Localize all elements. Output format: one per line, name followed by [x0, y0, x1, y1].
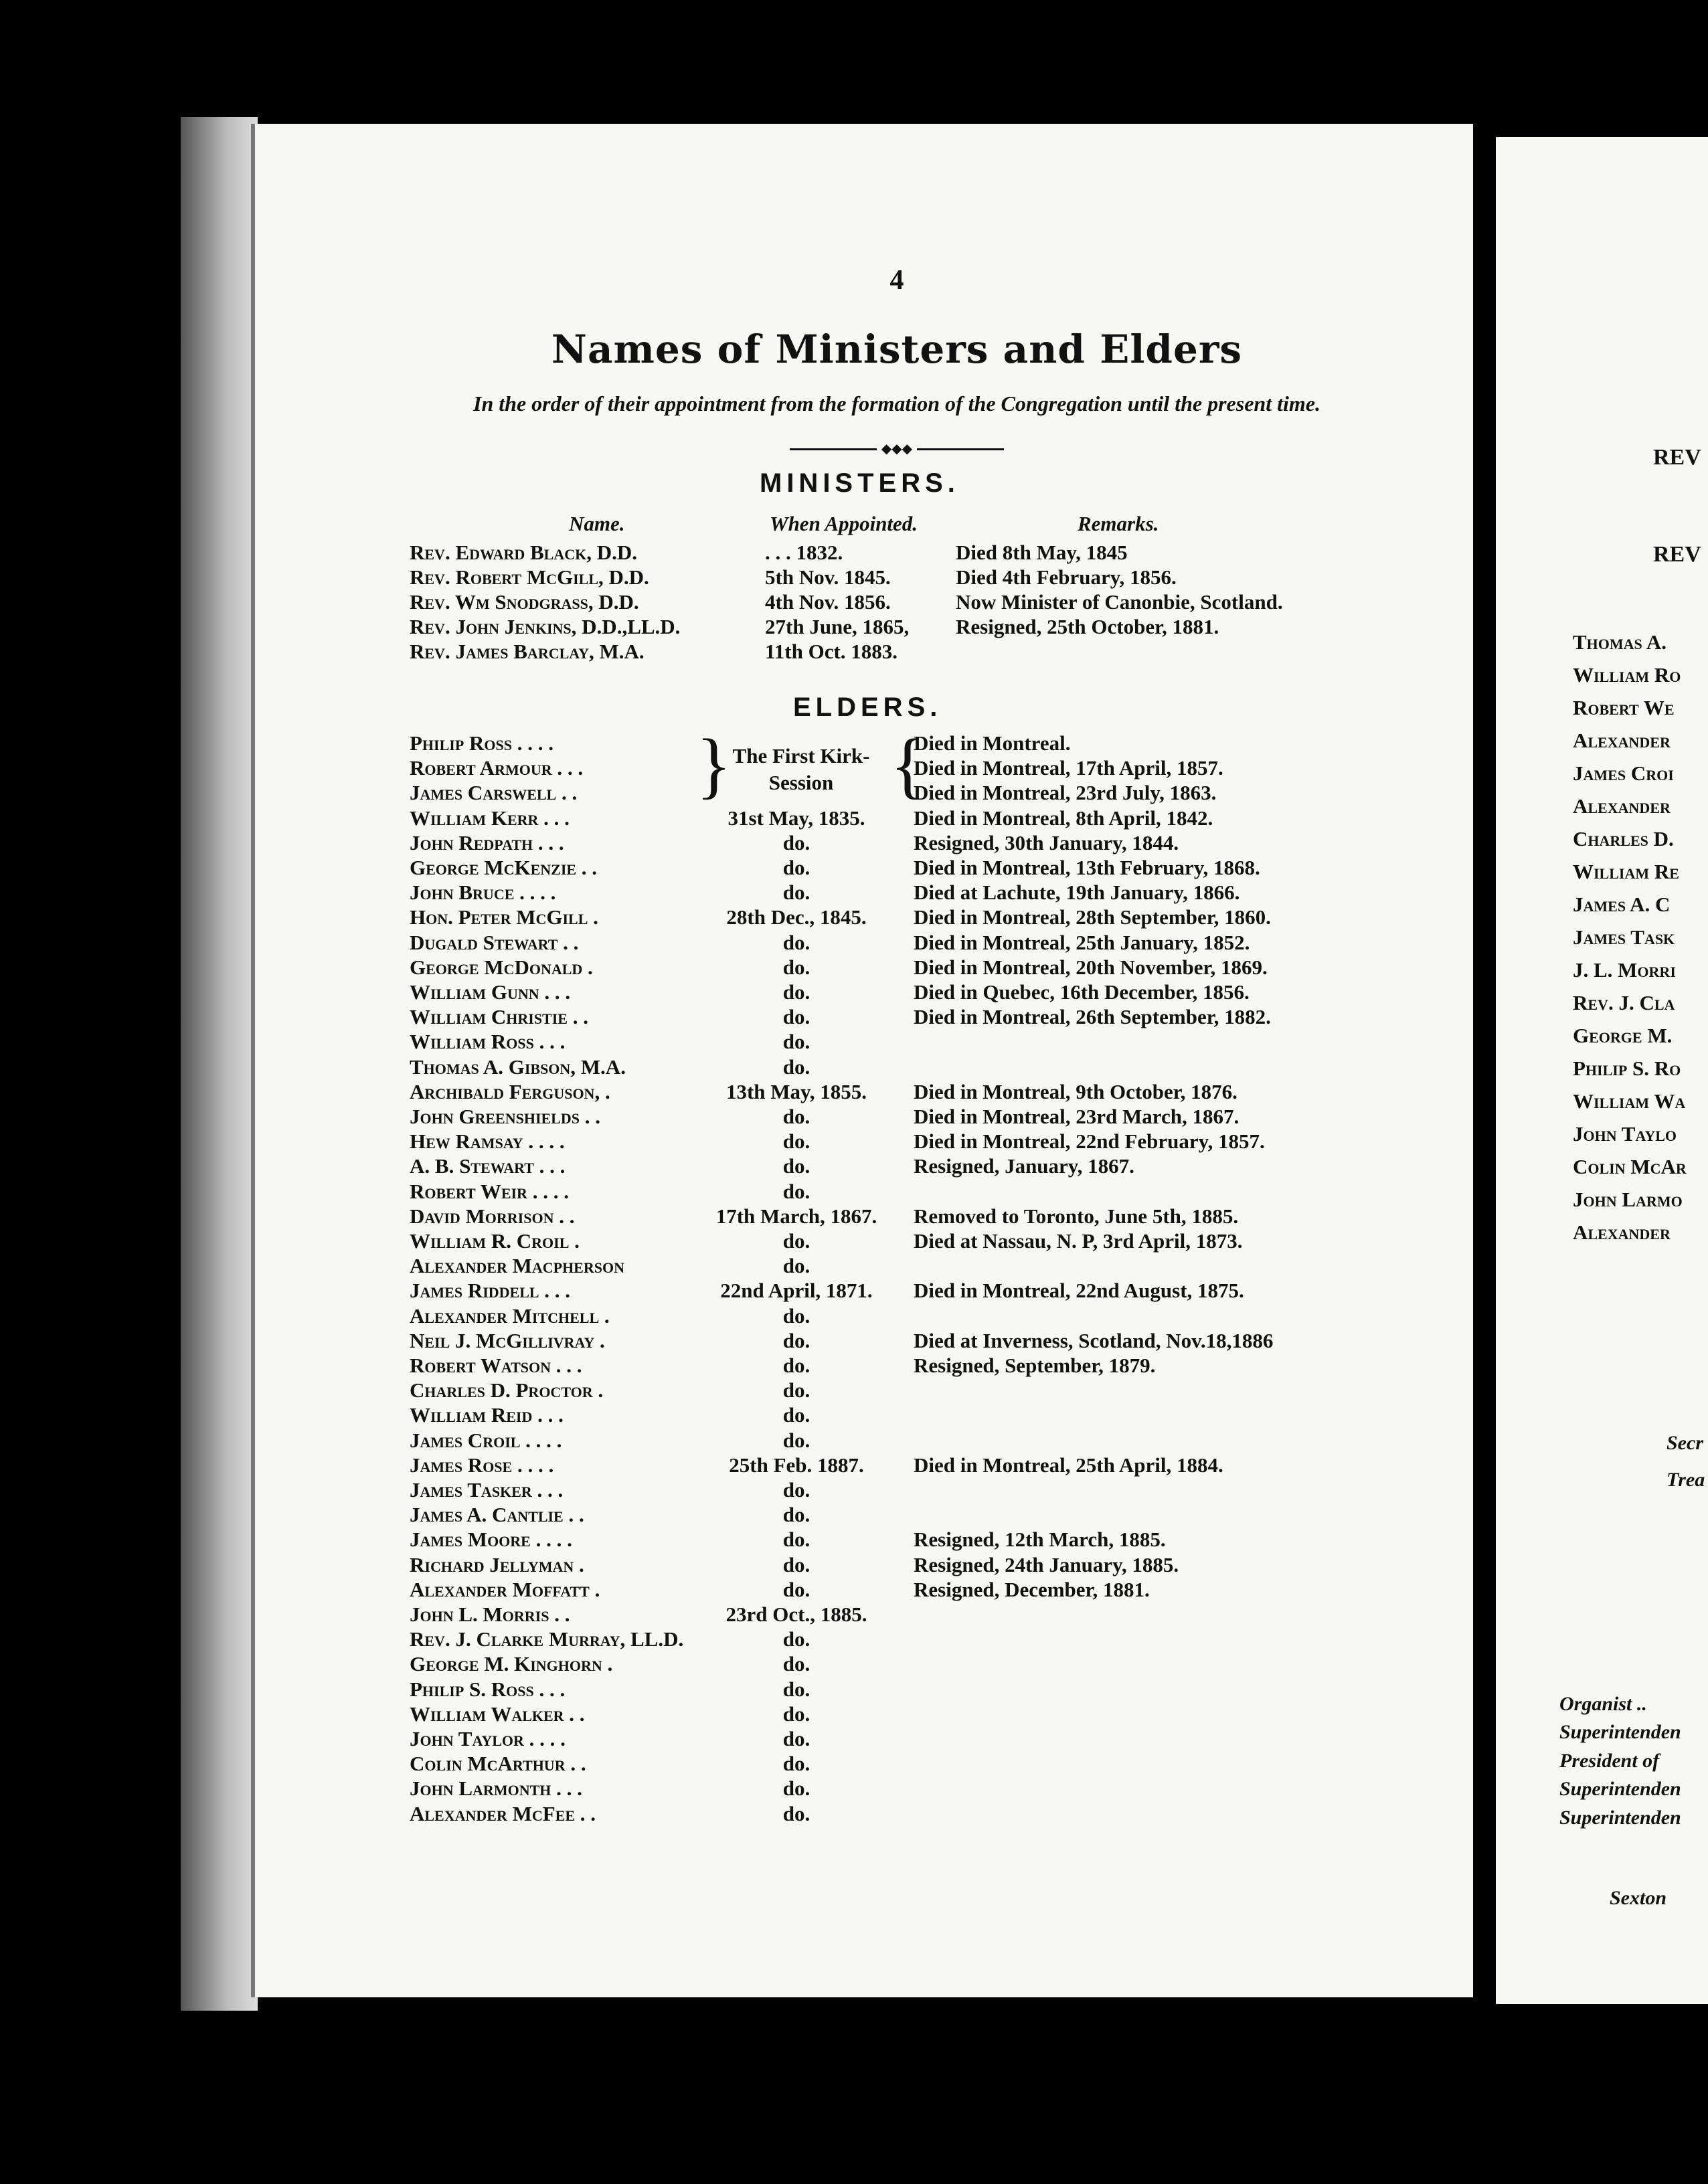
elder-row — [0, 1129, 1708, 1155]
elder-appointment-date: do. — [782, 1154, 810, 1178]
facing-name-entry: Robert We — [1573, 696, 1675, 719]
elder-appointment-date: 13th May, 1855. — [725, 1079, 867, 1103]
elder-name: Thomas A. Gibson, M.A. — [410, 1055, 626, 1079]
elder-appointment-date: do. — [782, 955, 810, 979]
elder-name: Alexander Moffatt . — [410, 1577, 600, 1601]
page-number: 4 — [889, 265, 904, 296]
facing-name-entry: Alexander — [1573, 729, 1671, 752]
elder-remarks: Resigned, 12th March, 1885. — [914, 1528, 1166, 1552]
ministers-heading: MINISTERS. — [760, 468, 960, 498]
elder-name: James Croil . . . . — [410, 1428, 562, 1452]
elder-appointment-date: do. — [782, 1752, 810, 1776]
elder-row — [0, 1180, 1708, 1205]
elder-appointment-date: do. — [782, 1403, 810, 1427]
elder-row — [0, 1403, 1708, 1429]
elder-row — [0, 1553, 1708, 1578]
elder-appointment-date: do. — [782, 1030, 810, 1054]
elder-name: William Gunn . . . — [410, 980, 571, 1004]
facing-office-label: Superintenden — [1559, 1721, 1681, 1743]
elder-name: John Larmonth . . . — [410, 1777, 582, 1801]
facing-rev-heading: REV — [1653, 542, 1701, 567]
elder-appointment-date: do. — [782, 1727, 810, 1750]
elder-name: James Carswell . . — [410, 781, 578, 805]
elder-name: James A. Cantlie . . — [410, 1503, 584, 1527]
elder-appointment-date: do. — [782, 856, 810, 879]
elder-row — [0, 1154, 1708, 1180]
elder-appointment-date: do. — [782, 1627, 810, 1651]
facing-rev-heading: REV — [1653, 445, 1701, 470]
elder-appointment-date: do. — [782, 1005, 810, 1029]
elder-name: William R. Croil . — [410, 1229, 580, 1253]
elder-appointment-date: do. — [782, 930, 810, 954]
elder-name: James Tasker . . . — [410, 1478, 564, 1502]
elder-row — [0, 931, 1708, 956]
elder-appointment-date: do. — [782, 1428, 810, 1452]
appointment-date: . . . 1832. — [765, 541, 843, 564]
elder-remarks: Resigned, September, 1879. — [914, 1354, 1156, 1377]
elder-name: Neil J. McGillivray . — [410, 1328, 605, 1352]
facing-name-entry: Alexander — [1573, 1220, 1671, 1244]
first-kirk-session-label: The First Kirk-Session — [732, 744, 870, 794]
elder-row — [0, 1254, 1708, 1279]
col-date-header: When Appointed. — [770, 512, 918, 535]
elder-row — [0, 1578, 1708, 1603]
elder-name: James Rose . . . . — [410, 1453, 554, 1477]
elder-remarks: Died in Montreal, 22nd February, 1857. — [914, 1129, 1265, 1154]
elder-name: A. B. Stewart . . . — [410, 1154, 566, 1178]
elder-remarks: Died in Montreal, 26th September, 1882. — [914, 1005, 1271, 1029]
elder-appointment-date: do. — [782, 881, 810, 905]
elder-remarks: Died in Quebec, 16th December, 1856. — [914, 980, 1250, 1004]
elder-remarks: Died in Montreal, 17th April, 1857. — [914, 756, 1223, 780]
elder-appointment-date: do. — [782, 1777, 810, 1801]
minister-row — [0, 640, 1708, 665]
col-remarks-header: Remarks. — [1078, 512, 1159, 535]
elder-appointment-date: 31st May, 1835. — [728, 806, 865, 830]
elder-appointment-date: 28th Dec., 1845. — [726, 905, 867, 929]
elder-appointment-date: do. — [782, 1179, 810, 1203]
elder-row — [0, 1378, 1708, 1404]
facing-name-entry: James Croi — [1573, 761, 1674, 785]
elder-row — [0, 1752, 1708, 1777]
elder-appointment-date: do. — [782, 1677, 810, 1701]
elder-name: Hon. Peter McGill . — [410, 905, 598, 929]
elder-name: John Taylor . . . . — [410, 1727, 566, 1750]
elder-name: Richard Jellyman . — [410, 1552, 584, 1576]
elder-name: William Walker . . — [410, 1702, 585, 1726]
minister-row — [0, 590, 1708, 616]
elder-row — [0, 1429, 1708, 1454]
page-subtitle: In the order of their appointment from the formation of the Congregation until the present time. — [473, 391, 1320, 416]
elder-row — [0, 1777, 1708, 1802]
elder-row — [0, 756, 1708, 782]
left-brace: } — [696, 724, 732, 806]
elder-remarks: Died at Nassau, N. P, 3rd April, 1873. — [914, 1229, 1243, 1253]
elder-remarks: Died in Montreal, 8th April, 1842. — [914, 806, 1213, 830]
elder-appointment-date: do. — [782, 1577, 810, 1601]
elder-name: Philip Ross . . . . — [410, 731, 554, 755]
elder-appointment-date: do. — [782, 1528, 810, 1552]
elders-heading: ELDERS. — [793, 693, 942, 722]
facing-name-entry: John Taylo — [1573, 1122, 1677, 1146]
elder-remarks: Died in Montreal. — [914, 731, 1071, 755]
elder-row — [0, 856, 1708, 881]
elder-appointment-date: do. — [782, 1354, 810, 1377]
facing-office-label: Trea — [1667, 1469, 1705, 1491]
elder-row — [0, 1229, 1708, 1255]
col-name-header: Name. — [569, 512, 625, 535]
elder-name: William Christie . . — [410, 1005, 588, 1029]
elder-appointment-date: do. — [782, 1503, 810, 1527]
elder-appointment-date: 22nd April, 1871. — [720, 1279, 873, 1303]
minister-name: Rev. James Barclay, M.A. — [410, 640, 645, 663]
minister-remarks: Died 4th February, 1856. — [956, 565, 1177, 589]
elder-remarks: Resigned, 30th January, 1844. — [914, 830, 1179, 854]
facing-name-entry: William Ro — [1573, 663, 1681, 687]
elder-row — [0, 1802, 1708, 1827]
elder-name: Colin McArthur . . — [410, 1752, 586, 1776]
elder-row — [0, 881, 1708, 906]
elder-row — [0, 1677, 1708, 1703]
elder-appointment-date: do. — [782, 980, 810, 1004]
facing-name-entry: George M. — [1573, 1024, 1673, 1047]
appointment-date: 27th June, 1865, — [765, 615, 910, 638]
elder-remarks: Resigned, 24th January, 1885. — [914, 1552, 1179, 1576]
appointment-date: 11th Oct. 1883. — [765, 640, 898, 663]
elder-name: Dugald Stewart . . — [410, 930, 579, 954]
elder-remarks: Resigned, December, 1881. — [914, 1577, 1150, 1601]
elder-name: Robert Armour . . . — [410, 756, 584, 780]
elder-remarks: Died at Inverness, Scotland, Nov.18,1886 — [914, 1328, 1274, 1352]
right-brace: { — [890, 724, 926, 806]
elder-name: Charles D. Proctor . — [410, 1378, 604, 1402]
facing-name-entry: William Re — [1573, 860, 1679, 883]
elder-name: George McKenzie . . — [410, 856, 598, 879]
elder-row — [0, 1702, 1708, 1728]
elder-appointment-date: do. — [782, 1478, 810, 1502]
elder-name: John L. Morris . . — [410, 1603, 570, 1626]
elder-row — [0, 1080, 1708, 1105]
elder-appointment-date: do. — [782, 1303, 810, 1328]
facing-name-entry: Rev. J. Cla — [1573, 991, 1675, 1014]
minister-remarks: Died 8th May, 1845 — [956, 541, 1128, 564]
facing-name-entry: Thomas A. — [1573, 630, 1667, 654]
facing-name-entry: William Wa — [1573, 1089, 1686, 1113]
elder-appointment-date: do. — [782, 1254, 810, 1278]
minister-name: Rev. Robert McGill, D.D. — [410, 565, 649, 589]
elder-appointment-date: do. — [782, 1105, 810, 1128]
elder-appointment-date: do. — [782, 1552, 810, 1576]
elder-remarks: Removed to Toronto, June 5th, 1885. — [914, 1204, 1239, 1228]
minister-remarks: Resigned, 25th October, 1881. — [956, 615, 1219, 638]
facing-office-label: Secr — [1667, 1432, 1703, 1454]
elder-row — [0, 806, 1708, 832]
minister-row — [0, 541, 1708, 566]
elder-row — [0, 1055, 1708, 1081]
elder-name: William Reid . . . — [410, 1403, 564, 1427]
elder-row — [0, 1204, 1708, 1230]
facing-office-label: Superintenden — [1559, 1807, 1681, 1829]
elder-row — [0, 1005, 1708, 1030]
elder-remarks: Died in Montreal, 28th September, 1860. — [914, 905, 1271, 929]
appointment-date: 5th Nov. 1845. — [765, 565, 891, 589]
elder-row — [0, 1279, 1708, 1304]
facing-name-entry: James A. C — [1573, 893, 1671, 916]
facing-office-label: Organist .. — [1559, 1693, 1647, 1715]
elder-row — [0, 1105, 1708, 1130]
elder-row — [0, 1727, 1708, 1752]
elder-name: Rev. J. Clarke Murray, LL.D. — [410, 1627, 684, 1651]
elder-name: Archibald Ferguson, . — [410, 1079, 610, 1103]
elder-name: James Riddell . . . — [410, 1279, 571, 1303]
minister-name: Rev. John Jenkins, D.D.,LL.D. — [410, 615, 681, 638]
elder-remarks: Died in Montreal, 20th November, 1869. — [914, 955, 1268, 979]
elder-remarks: Resigned, January, 1867. — [914, 1154, 1134, 1178]
elder-name: Robert Watson . . . — [410, 1354, 582, 1377]
elder-row — [0, 1528, 1708, 1553]
minister-remarks: Now Minister of Canonbie, Scotland. — [956, 590, 1283, 614]
elder-row — [0, 1304, 1708, 1330]
elder-row — [0, 781, 1708, 806]
elder-row — [0, 731, 1708, 757]
elder-remarks: Died in Montreal, 13th February, 1868. — [914, 856, 1260, 879]
elder-row — [0, 1603, 1708, 1628]
minister-name: Rev. Wm Snodgrass, D.D. — [410, 590, 639, 614]
elder-name: Philip S. Ross . . . — [410, 1677, 566, 1701]
facing-name-entry: Colin McAr — [1573, 1155, 1687, 1178]
elder-appointment-date: do. — [782, 1055, 810, 1079]
facing-name-entry: Alexander — [1573, 794, 1671, 818]
elder-remarks: Died in Montreal, 25th January, 1852. — [914, 930, 1250, 954]
elder-appointment-date: 25th Feb. 1887. — [729, 1453, 864, 1477]
elder-name: David Morrison . . — [410, 1204, 575, 1228]
elder-row — [0, 1329, 1708, 1354]
elder-name: John Bruce . . . . — [410, 881, 556, 905]
facing-name-entry: Charles D. — [1573, 827, 1674, 850]
ornament-divider: ◆◆◆ — [790, 443, 1004, 455]
facing-office-label: Sexton — [1610, 1887, 1667, 1909]
elder-row — [0, 1453, 1708, 1479]
facing-name-entry: J. L. Morri — [1573, 958, 1676, 982]
elder-row — [0, 831, 1708, 856]
elder-name: Alexander Mitchell . — [410, 1303, 610, 1328]
elder-name: George McDonald . — [410, 955, 593, 979]
elder-remarks: Died in Montreal, 23rd March, 1867. — [914, 1105, 1240, 1128]
elder-appointment-date: 17th March, 1867. — [715, 1204, 877, 1228]
elder-name: Alexander Macpherson — [410, 1254, 624, 1278]
page-title: Names of Ministers and Elders — [551, 327, 1243, 372]
elder-remarks: Died in Montreal, 9th October, 1876. — [914, 1079, 1237, 1103]
elder-name: James Moore . . . . — [410, 1528, 572, 1552]
elder-row — [0, 955, 1708, 981]
facing-office-label: Superintenden — [1559, 1778, 1681, 1800]
minister-row — [0, 615, 1708, 640]
elder-appointment-date: 23rd Oct., 1885. — [725, 1603, 867, 1626]
elder-appointment-date: do. — [782, 1378, 810, 1402]
elder-row — [0, 1030, 1708, 1055]
elder-name: Robert Weir . . . . — [410, 1179, 569, 1203]
elder-appointment-date: do. — [782, 1229, 810, 1253]
elder-appointment-date: do. — [782, 1129, 810, 1154]
elder-row — [0, 980, 1708, 1006]
elder-name: George M. Kinghorn . — [410, 1652, 613, 1676]
elder-remarks: Died in Montreal, 23rd July, 1863. — [914, 781, 1217, 805]
elder-remarks: Died in Montreal, 22nd August, 1875. — [914, 1279, 1244, 1303]
elder-row — [0, 1627, 1708, 1653]
elder-row — [0, 1478, 1708, 1504]
facing-name-entry: Philip S. Ro — [1573, 1057, 1681, 1080]
minister-name: Rev. Edward Black, D.D. — [410, 541, 638, 564]
elder-appointment-date: do. — [782, 1652, 810, 1676]
elder-appointment-date: do. — [782, 830, 810, 854]
elder-appointment-date: do. — [782, 1702, 810, 1726]
elder-name: Alexander McFee . . — [410, 1801, 596, 1825]
elder-name: William Ross . . . — [410, 1030, 566, 1054]
elder-name: William Kerr . . . — [410, 806, 570, 830]
elder-row — [0, 905, 1708, 931]
elder-name: John Greenshields . . — [410, 1105, 600, 1128]
elder-remarks: Died in Montreal, 25th April, 1884. — [914, 1453, 1223, 1477]
elder-row — [0, 1652, 1708, 1677]
elder-row — [0, 1354, 1708, 1379]
facing-office-label: President of — [1559, 1750, 1660, 1772]
elder-appointment-date: do. — [782, 1328, 810, 1352]
minister-row — [0, 565, 1708, 591]
elder-name: Hew Ramsay . . . . — [410, 1129, 565, 1154]
facing-name-entry: John Larmo — [1573, 1188, 1683, 1211]
elder-appointment-date: do. — [782, 1801, 810, 1825]
facing-page — [1496, 137, 1708, 2004]
facing-name-entry: James Task — [1573, 925, 1675, 949]
elder-remarks: Died at Lachute, 19th January, 1866. — [914, 881, 1240, 905]
elder-row — [0, 1503, 1708, 1528]
appointment-date: 4th Nov. 1856. — [765, 590, 891, 614]
elder-name: John Redpath . . . — [410, 830, 564, 854]
